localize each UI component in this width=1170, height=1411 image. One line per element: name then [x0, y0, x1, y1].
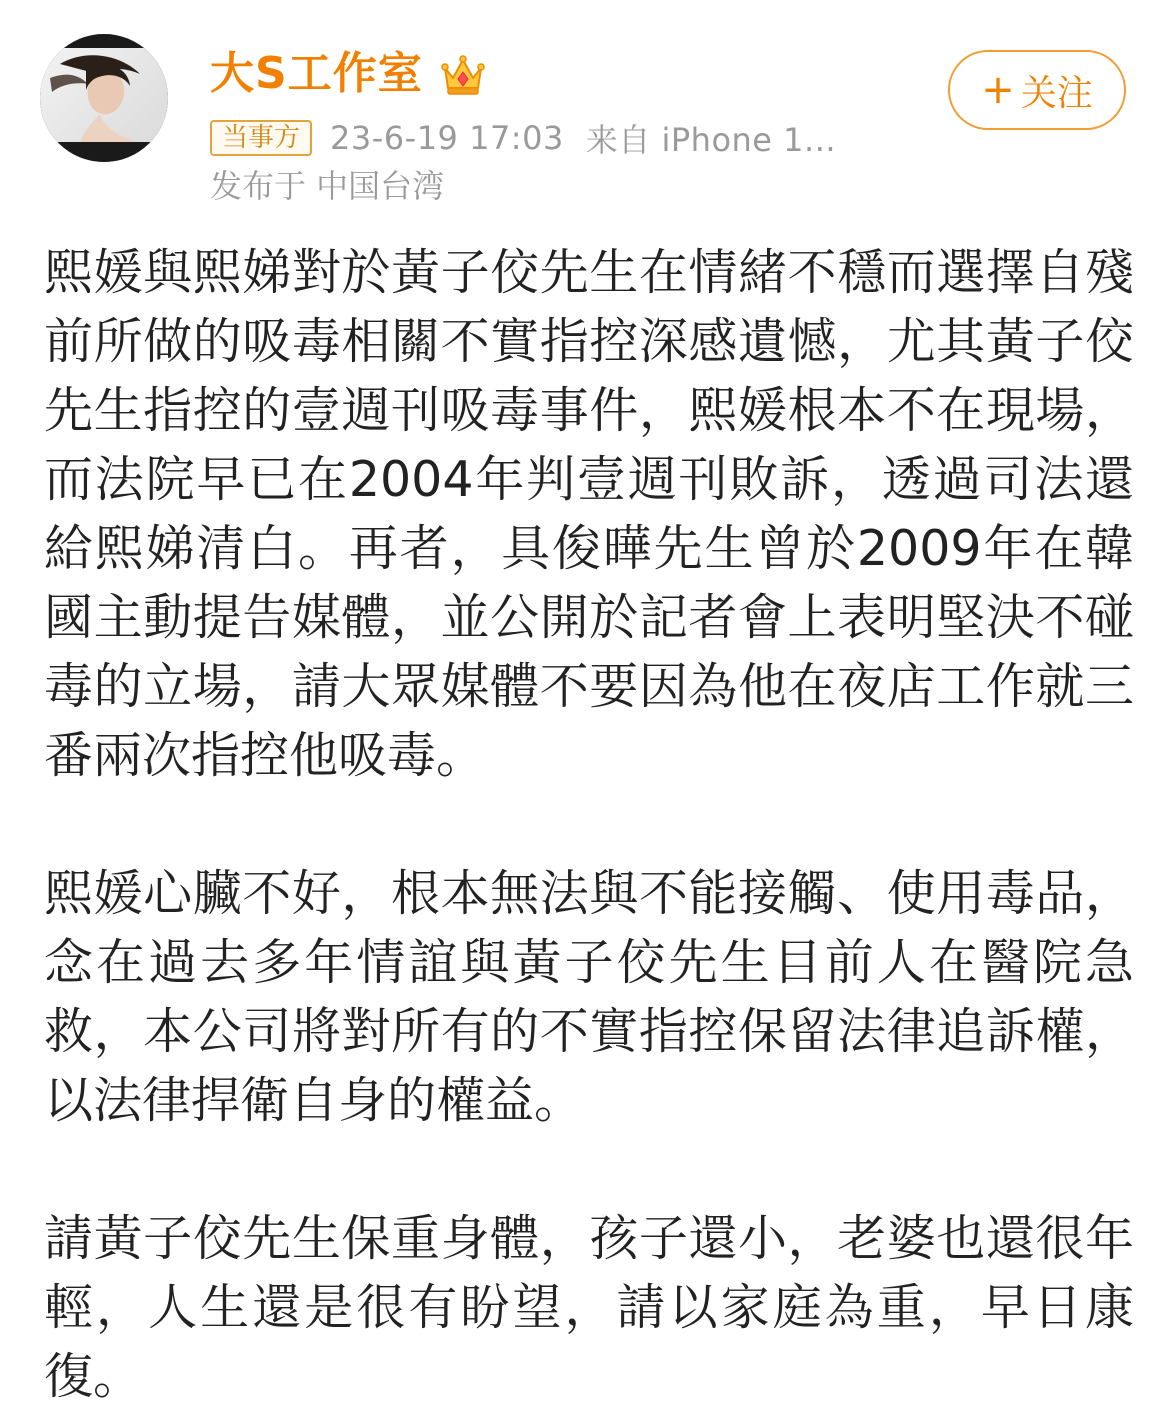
follow-button[interactable]	[948, 50, 1126, 130]
party-tag: 当事方	[210, 120, 312, 156]
post-body	[44, 238, 1134, 1411]
post-paragraph-2: 熙媛心臟不好，根本無法與不能接觸、使用毒品，念在過去多年情誼與黃子佼先生目前人在醫院急救，本公司將對所有的不實指控保留法律追訴權，以法律捍衛自身的權益。	[44, 865, 1134, 1129]
avatar-photo-icon	[40, 34, 168, 162]
author-name[interactable]: 大S工作室	[210, 48, 423, 99]
post-meta	[210, 116, 836, 160]
crown-icon	[440, 52, 486, 98]
post-timestamp: 23-6-19 17:03	[330, 119, 564, 157]
post-source: 来自 iPhone 1...	[585, 121, 837, 159]
follow-button-label: 关注	[1020, 72, 1093, 114]
avatar[interactable]	[40, 34, 168, 162]
plus-icon: +	[981, 67, 1015, 113]
post-header	[0, 0, 1170, 230]
post-paragraph-3: 請黃子佼先生保重身體，孩子還小，老婆也還很年輕，人生還是很有盼望，請以家庭為重，早日康復。	[44, 1210, 1134, 1405]
post-paragraph-1: 熙媛與熙娣對於黃子佼先生在情緒不穩而選擇自殘前所做的吸毒相關不實指控深感遺憾，尤其黃子佼先生指控的壹週刊吸毒事件，熙媛根本不在現場，而法院早已在2004年判壹週刊敗訴，透過司法還給熙娣清白。再者，具俊曄先生曾於2009年在韓國主動提告媒體，並公開於記者會上表明堅決不碰毒的立場，請大眾媒體不要因為他在夜店工作就三番兩次指控他吸毒。	[44, 244, 1134, 784]
post-location: 发布于 中国台湾	[210, 167, 445, 205]
